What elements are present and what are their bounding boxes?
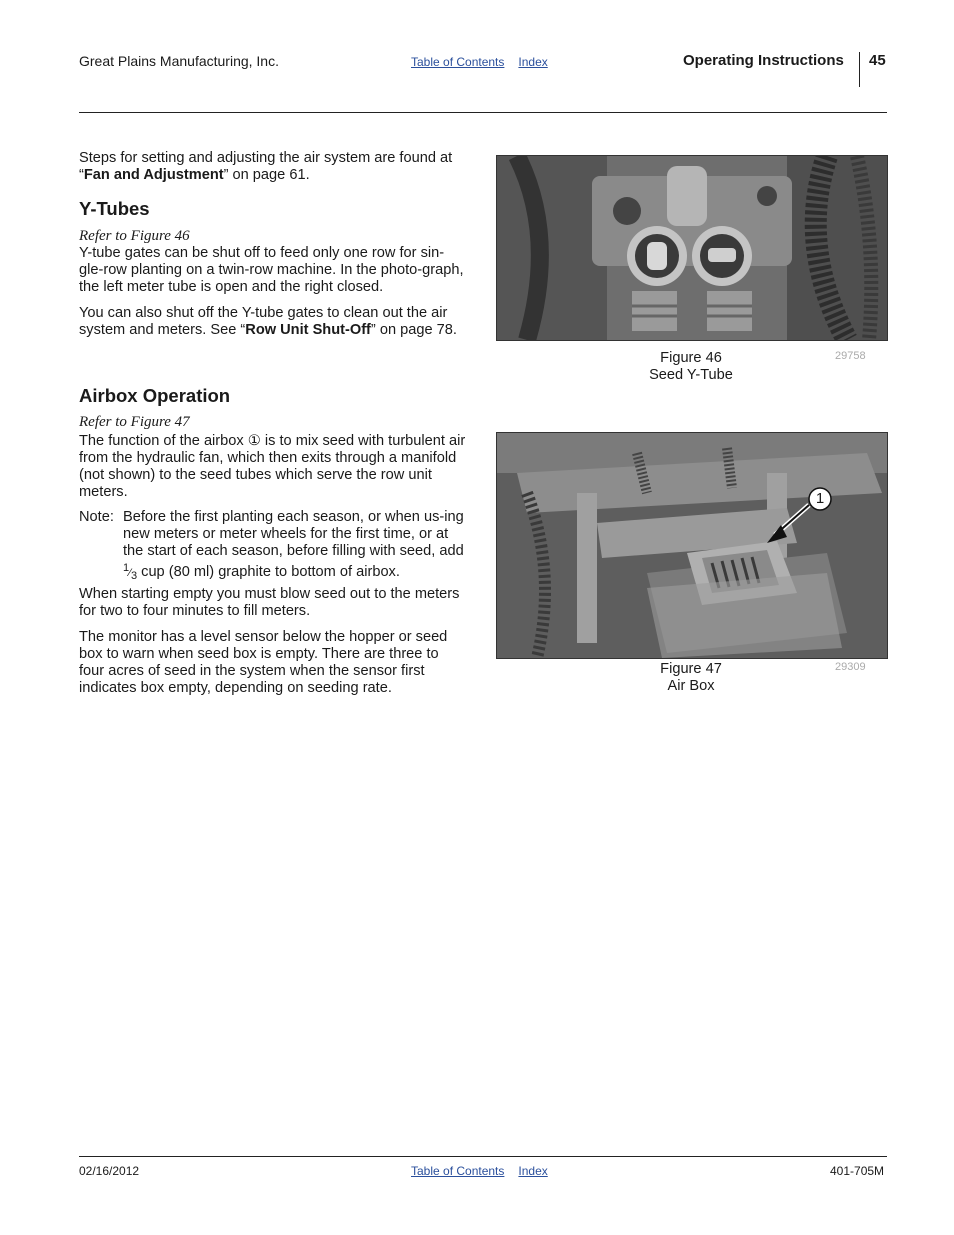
note-label: Note: (79, 509, 114, 525)
airbox-refer: Refer to Figure 47 (79, 414, 190, 430)
ytubes-para2: You can also shut off the Y-tube gates to clean out the air system and meters. See “Row Unit Shut-Off” on page 78. (79, 305, 457, 338)
ytubes-heading: Y-Tubes (79, 198, 150, 219)
toc-link[interactable]: Table of Contents (411, 55, 505, 69)
figure-47-label: Figure 47 (660, 661, 722, 677)
footer-links (411, 1164, 562, 1178)
figure-46-photo (496, 155, 888, 341)
header-divider (859, 52, 860, 87)
section-title: Operating Instructions (683, 52, 844, 69)
airbox-para2: When starting empty you must blow seed out to the meters for two to four minutes to fill meters. (79, 586, 460, 619)
fraction-one-third: $^1⁄_3$ (123, 562, 138, 582)
airbox-heading: Airbox Operation (79, 385, 231, 406)
footer-doc-number: 401-705M (830, 1164, 885, 1178)
figure-47-number: 29309 (835, 661, 866, 673)
footer-toc-link[interactable]: Table of Contents (411, 1164, 505, 1178)
airbox-para1: The function of the airbox ① is to mix seed with turbulent air from the hydraulic fan, which then exits through a manifold (not shown) to the seed tubes which serve the row unit meters. (79, 433, 466, 500)
footer-date: 02/16/2012 (79, 1164, 140, 1178)
airbox-para3: The monitor has a level sensor below the hopper or seed box to warn when seed box is empty. There are three to four acres of seed in the system when the sensor first indicates box empty, depending on seeding rate. (79, 629, 448, 696)
figure-46-number: 29758 (835, 350, 866, 362)
figure-47-title: Air Box (667, 678, 715, 694)
footer-index-link[interactable]: Index (518, 1164, 548, 1178)
row-unit-shutoff-ref: Row Unit Shut-Off (245, 322, 371, 338)
page-number: 45 (869, 52, 886, 69)
figure-47-photo (496, 432, 888, 659)
figure-46-label: Figure 46 (660, 350, 722, 366)
ytubes-refer: Refer to Figure 46 (79, 228, 190, 244)
figure-47-caption (591, 661, 791, 695)
graphite-note (79, 509, 471, 585)
callout-1: 1 (815, 490, 825, 507)
seed-y-tube-photo (497, 156, 887, 340)
header-rule (79, 112, 887, 113)
figure-46-title: Seed Y-Tube (649, 367, 733, 383)
footer-rule (79, 1156, 887, 1157)
figure-46-caption (591, 350, 791, 384)
intro-paragraph: Steps for setting and adjusting the air system are found at “Fan and Adjustment” on page 61. (79, 150, 453, 183)
header-links (411, 55, 562, 69)
company-name: Great Plains Manufacturing, Inc. (79, 53, 279, 69)
air-box-photo (497, 433, 887, 658)
fan-adjustment-ref: Fan and Adjustment (83, 167, 224, 183)
note-text: Before the first planting each season, or when us-ing new meters or meter wheels for the first time, or at the start of each season, before filling with seed, add $^1⁄_3$ cup (80 ml) graphite to bottom of airbox. (123, 509, 464, 582)
index-link[interactable]: Index (518, 55, 548, 69)
ytubes-para1: Y-tube gates can be shut off to feed only one row for sin-gle-row planting on a twin-row machine. In the photo-graph, the left meter tube is open and the right closed. (79, 245, 464, 295)
